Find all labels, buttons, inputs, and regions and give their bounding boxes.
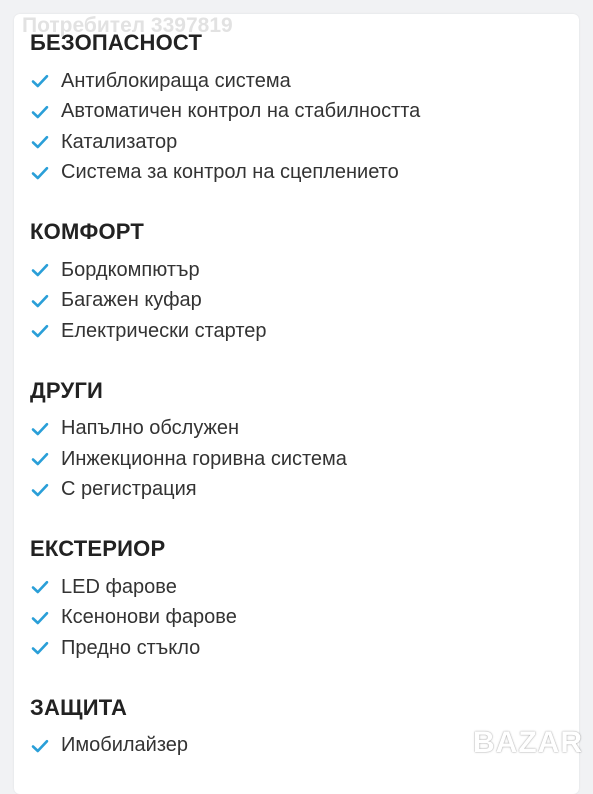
section-title: ЕКСТЕРИОР [30,536,166,561]
feature-label: Напълно обслужен [61,417,240,440]
check-icon [30,165,50,181]
check-icon [30,738,50,754]
section-title: КОМФОРТ [30,219,144,244]
feature-label: Антиблокираща система [61,69,291,92]
feature-item [30,97,573,128]
check-icon [30,262,50,278]
check-icon [30,104,50,120]
feature-label: Автоматичен контрол на стабилността [61,100,421,123]
check-icon [30,73,50,89]
feature-label: С регистрация [61,478,197,501]
section-title: БЕЗОПАСНОСТ [30,30,203,55]
check-icon [30,451,50,467]
feature-items [30,255,573,347]
feature-items [30,572,573,664]
feature-item [30,444,573,475]
section-spacer [30,664,573,695]
check-icon [30,134,50,150]
feature-item [30,572,573,603]
feature-item [30,255,573,286]
feature-item [30,158,573,189]
feature-label: Предно стъкло [61,636,201,659]
section-spacer [30,505,573,536]
feature-label: Система за контрол на сцеплението [61,161,399,184]
section-exterior [30,536,573,664]
feature-label: Катализатор [61,130,178,153]
section-spacer [30,188,573,219]
features-list [30,30,573,761]
check-icon [30,293,50,309]
feature-label: Електрически стартер [61,319,267,342]
feature-items [30,414,573,506]
feature-item [30,603,573,634]
feature-label: Инжекционна горивна система [61,447,347,470]
section-comfort [30,219,573,347]
feature-label: Бордкомпютър [61,258,200,281]
feature-item [30,127,573,158]
section-safety [30,30,573,188]
check-icon [30,579,50,595]
feature-label: Багажен куфар [61,289,202,312]
check-icon [30,482,50,498]
feature-item [30,633,573,664]
feature-item [30,414,573,445]
check-icon [30,421,50,437]
section-spacer [30,347,573,378]
user-watermark: Потребител 3397819 [22,14,233,37]
feature-item [30,66,573,97]
feature-label: LED фарове [61,575,177,598]
feature-items [30,66,573,188]
check-icon [30,640,50,656]
feature-item [30,286,573,317]
check-icon [30,323,50,339]
feature-label: Ксенонови фарове [61,606,237,629]
feature-label: Имобилайзер [61,734,189,757]
section-title: ЗАЩИТА [30,694,128,720]
section-other [30,378,573,506]
bazar-logo: BAZAR [473,726,583,759]
feature-item [30,475,573,506]
feature-item [30,316,573,347]
check-icon [30,610,50,626]
section-title: ДРУГИ [30,377,104,403]
